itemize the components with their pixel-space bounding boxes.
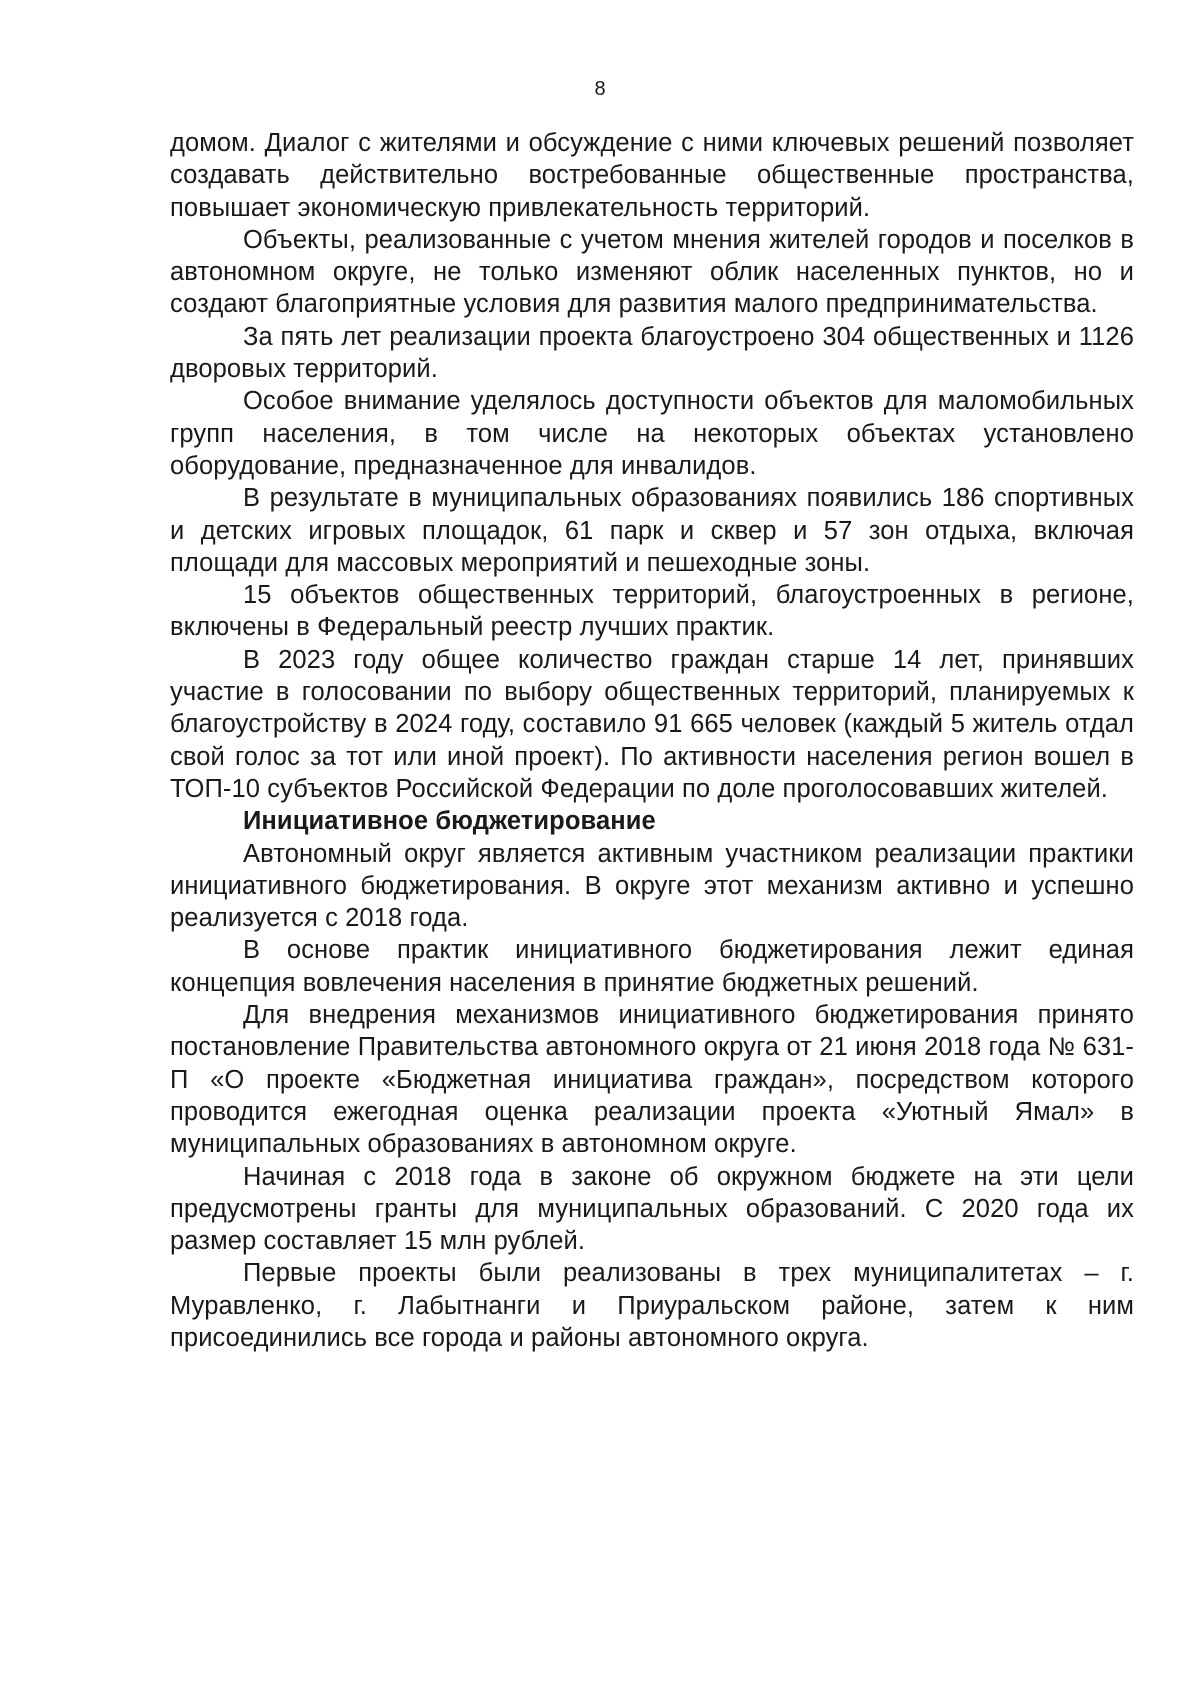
paragraph: В основе практик инициативного бюджетирования лежит единая концепция вовлечения населения в принятие бюджетных решений.: [170, 936, 1134, 997]
paragraph: Объекты, реализованные с учетом мнения жителей городов и поселков в автономном округе, не только изменяют облик населенных пунктов, но и создают благоприятные условия для развития малого предпринимательства.: [170, 225, 1134, 319]
paragraph: домом. Диалог с жителями и обсуждение с ними ключевых решений позволяет создавать действительно востребованные общественные пространства, повышает экономическую привлекательность территорий.: [170, 129, 1134, 222]
document-body: [170, 127, 1134, 1354]
paragraph: В результате в муниципальных образованиях появились 186 спортивных и детских игровых площадок, 61 парк и сквер и 57 зон отдыха, включая площади для массовых мероприятий и пешеходные зоны.: [170, 484, 1134, 577]
paragraph: Особое внимание уделялось доступности объектов для маломобильных групп населения, в том числе на некоторых объектах установлено оборудование, предназначенное для инвалидов.: [170, 387, 1134, 480]
paragraph: Начиная с 2018 года в законе об окружном бюджете на эти цели предусмотрены гранты для муниципальных образований. С 2020 года их размер составляет 15 млн рублей.: [170, 1162, 1134, 1256]
section-heading: Инициативное бюджетирование: [243, 807, 656, 836]
paragraph: Автономный округ является активным участником реализации практики инициативного бюджетирования. В округе этот механизм активно и успешно реализуется с 2018 года.: [170, 839, 1134, 933]
paragraph: В 2023 году общее количество граждан старше 14 лет, принявших участие в голосовании по выбору общественных территорий, планируемых к благоустройству в 2024 году, составило 91 665 человек (каждый 5 житель отдал свой голос за тот или иной проект). По активности населения регион вошел в ТОП-10 субъектов Российской Федерации по доле проголосовавших жителей.: [170, 645, 1134, 803]
paragraph: 15 объектов общественных территорий, благоустроенных в регионе, включены в Федеральный реестр лучших практик.: [170, 581, 1134, 642]
paragraph: Для внедрения механизмов инициативного бюджетирования принято постановление Правительства автономного округа от 21 июня 2018 года № 631-П «О проекте «Бюджетная инициатива граждан», посредством которого проводится ежегодная оценка реализации проекта «Уютный Ямал» в муниципальных образованиях в автономном округе.: [170, 1001, 1134, 1159]
paragraph: За пять лет реализации проекта благоустроено 304 общественных и 1126 дворовых территорий.: [170, 322, 1134, 384]
paragraph: Первые проекты были реализованы в трех муниципалитетах – г. Муравленко, г. Лабытнанги и Приуральском районе, затем к ним присоединились все города и районы автономного округа.: [170, 1259, 1134, 1352]
page-number: 8: [594, 78, 606, 100]
